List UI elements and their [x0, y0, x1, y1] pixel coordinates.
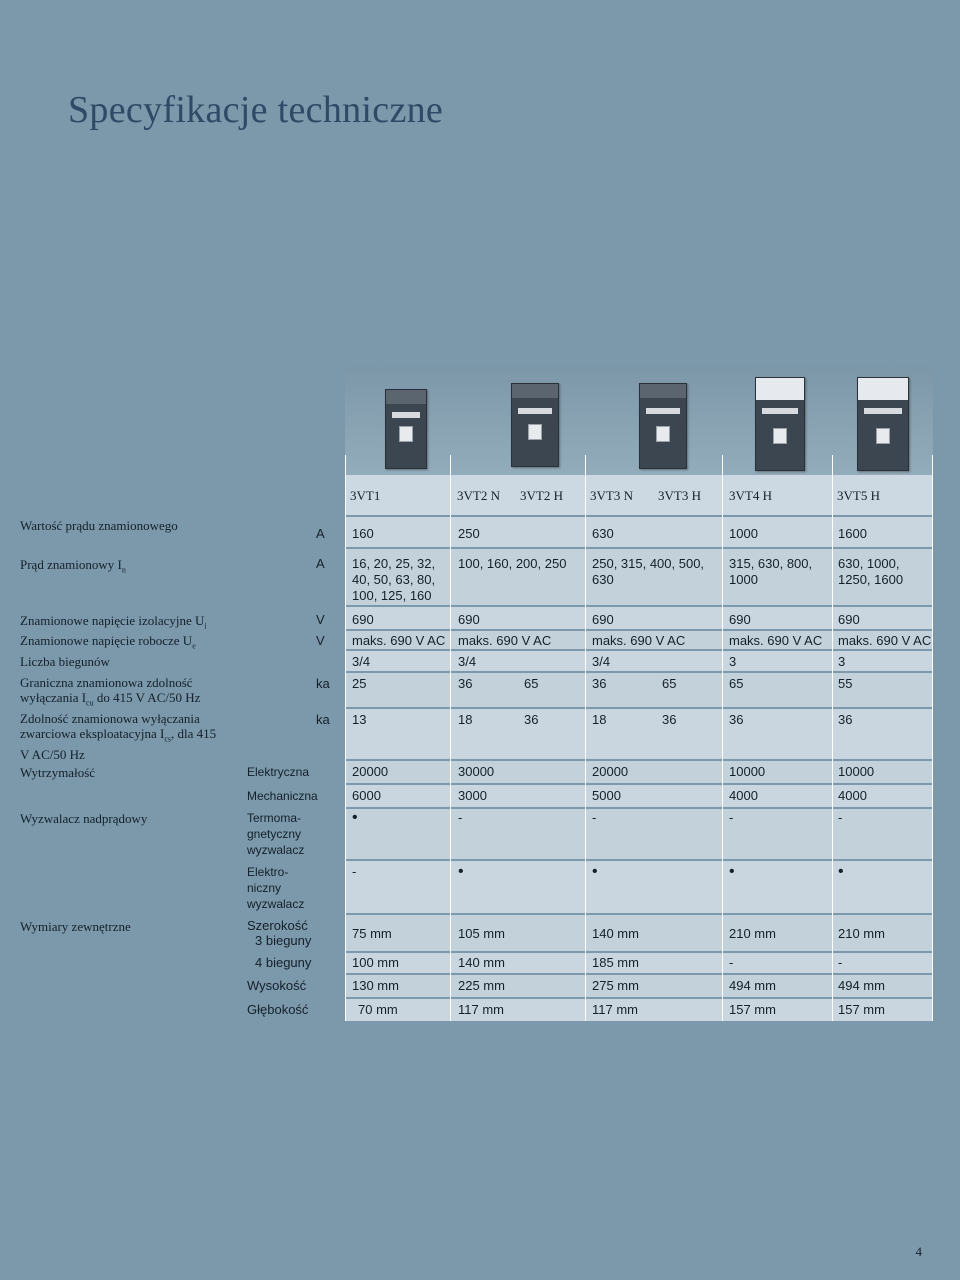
row-label: Liczba biegunów	[20, 654, 110, 669]
cell: 5000	[592, 788, 621, 803]
row-sublabel: 3 bieguny	[255, 933, 312, 948]
cell: 315, 630, 800,	[729, 556, 813, 571]
cell: 140 mm	[592, 926, 639, 941]
model-header: 3VT4 H	[729, 488, 772, 503]
col-separator	[585, 455, 586, 1021]
row-label: Znamionowe napięcie izolacyjne $U_i$	[20, 613, 207, 631]
row-unit: V	[316, 633, 325, 648]
cell: 36	[524, 712, 539, 727]
row-sublabel: Elektryczna	[247, 765, 310, 779]
cell: -	[838, 810, 843, 825]
cell: 18	[458, 712, 473, 727]
cell: 690	[458, 612, 480, 627]
row-unit: ka	[316, 712, 330, 727]
cell: 36	[592, 676, 607, 691]
row-label: Wartość prądu znamionowego	[20, 518, 178, 533]
cell: 3	[838, 654, 846, 669]
row-unit: V	[316, 612, 325, 627]
cell: maks. 690 V AC	[592, 633, 686, 648]
cell: 140 mm	[458, 955, 505, 970]
cell: maks. 690 V AC	[729, 633, 823, 648]
model-header: 3VT5 H	[837, 488, 880, 503]
cell: •	[838, 863, 844, 880]
cell: 1000	[729, 526, 758, 541]
cell: 225 mm	[458, 978, 505, 993]
row-unit: ka	[316, 676, 330, 691]
row-label: Wyzwalacz nadprądowy	[20, 811, 148, 826]
row-unit: A	[316, 556, 325, 571]
cell: -	[729, 810, 734, 825]
cell: 3000	[458, 788, 487, 803]
cell: maks. 690 V AC	[838, 633, 932, 648]
page-title: Specyfikacje techniczne	[68, 89, 444, 131]
row-band-width4	[345, 953, 933, 973]
cell: -	[838, 955, 843, 970]
cell: 36	[729, 712, 744, 727]
row-label: Znamionowe napięcie robocze $U_e$	[20, 633, 196, 651]
cell: 36	[662, 712, 677, 727]
cell: 25	[352, 676, 367, 691]
row-band-electronic	[345, 861, 933, 913]
cell: 185 mm	[592, 955, 639, 970]
cell: 36	[838, 712, 853, 727]
cell: 157 mm	[729, 1002, 776, 1017]
cell: 275 mm	[592, 978, 639, 993]
page-number: 4	[915, 1244, 922, 1259]
cell: 3	[729, 654, 737, 669]
cell: 100, 125, 160	[352, 588, 432, 603]
model-header: 3VT3 N	[590, 488, 633, 503]
col-separator	[722, 455, 723, 1021]
breaker-3vt5-image	[857, 377, 909, 471]
breaker-3vt1-image	[385, 389, 427, 469]
cell: 30000	[458, 764, 495, 779]
cell: 160	[352, 526, 374, 541]
cell: 100 mm	[352, 955, 399, 970]
cell: 4000	[729, 788, 758, 803]
row-sublabel: Elektro- niczny wyzwalacz	[247, 865, 305, 911]
row-label: Wymiary zewnętrzne	[20, 919, 131, 934]
cell: 10000	[729, 764, 766, 779]
cell: 690	[729, 612, 751, 627]
row-sublabel: Wysokość	[247, 978, 307, 993]
cell: 20000	[352, 764, 389, 779]
cell: 55	[838, 676, 853, 691]
cell: 75 mm	[352, 926, 392, 941]
cell: 13	[352, 712, 367, 727]
col-separator	[345, 455, 346, 1021]
cell: 1600	[838, 526, 867, 541]
row-sublabel: Głębokość	[247, 1002, 309, 1017]
cell: 100, 160, 200, 250	[458, 556, 567, 571]
row-label: Graniczna znamionowa zdolność wyłączania $I_{cu}$ do 415 V AC/50 Hz	[20, 675, 201, 708]
cell: 36	[458, 676, 473, 691]
cell: 210 mm	[838, 926, 885, 941]
cell: 250, 315, 400, 500,	[592, 556, 705, 571]
cell: 690	[838, 612, 860, 627]
model-header: 3VT2 N	[457, 488, 500, 503]
cell: 630, 1000,	[838, 556, 900, 571]
cell: 210 mm	[729, 926, 776, 941]
cell: 4000	[838, 788, 867, 803]
row-band-thermomagnetic	[345, 809, 933, 859]
cell: •	[352, 809, 358, 826]
cell: 250	[458, 526, 480, 541]
row-unit: A	[316, 526, 325, 541]
col-separator	[832, 455, 833, 1021]
model-header: 3VT1	[350, 488, 381, 503]
cell: -	[352, 864, 357, 879]
cell: 1000	[729, 572, 758, 587]
cell: •	[729, 863, 735, 880]
row-label: Prąd znamionowy $I_n$	[20, 557, 126, 575]
cell: 6000	[352, 788, 381, 803]
model-header: 3VT3 H	[658, 488, 701, 503]
cell: 117 mm	[592, 1002, 638, 1017]
product-photo-strip	[345, 365, 933, 475]
cell: 630	[592, 526, 614, 541]
cell: 40, 50, 63, 80,	[352, 572, 436, 587]
cell: •	[458, 863, 464, 880]
cell: 65	[729, 676, 744, 691]
cell: 630	[592, 572, 614, 587]
breaker-3vt3-image	[639, 383, 687, 469]
cell: 690	[592, 612, 614, 627]
breaker-3vt4-image	[755, 377, 805, 471]
cell: maks. 690 V AC	[352, 633, 446, 648]
cell: 3/4	[592, 654, 611, 669]
cell: 3/4	[352, 654, 371, 669]
row-sublabel: Termoma- gnetyczny wyzwalacz	[247, 811, 305, 857]
cell: 16, 20, 25, 32,	[352, 556, 436, 571]
cell: -	[458, 810, 463, 825]
row-sublabel: Szerokość	[247, 918, 308, 933]
model-header: 3VT2 H	[520, 488, 563, 503]
cell: maks. 690 V AC	[458, 633, 552, 648]
cell: -	[592, 810, 597, 825]
row-sublabel: 4 bieguny	[255, 955, 312, 970]
cell: 130 mm	[352, 978, 399, 993]
cell: 18	[592, 712, 607, 727]
cell: 3/4	[458, 654, 477, 669]
cell: 157 mm	[838, 1002, 885, 1017]
row-label: Wytrzymałość	[20, 765, 96, 780]
row-label: Zdolność znamionowa wyłączania zwarciowa eksploatacyjna $I_{cs}$, dla 415 V AC/50 Hz	[20, 711, 217, 762]
col-separator	[932, 455, 933, 1021]
breaker-3vt2-image	[511, 383, 559, 467]
cell: 20000	[592, 764, 629, 779]
cell: 494 mm	[838, 978, 885, 993]
cell: 105 mm	[458, 926, 505, 941]
cell: 65	[662, 676, 677, 691]
cell: 65	[524, 676, 539, 691]
col-separator	[450, 455, 451, 1021]
cell: -	[729, 955, 734, 970]
cell: 10000	[838, 764, 875, 779]
cell: 494 mm	[729, 978, 776, 993]
cell: 70 mm	[358, 1002, 398, 1017]
cell: 690	[352, 612, 374, 627]
cell: 1250, 1600	[838, 572, 904, 587]
cell: •	[592, 863, 598, 880]
row-sublabel: Mechaniczna	[247, 789, 318, 803]
cell: 117 mm	[458, 1002, 504, 1017]
